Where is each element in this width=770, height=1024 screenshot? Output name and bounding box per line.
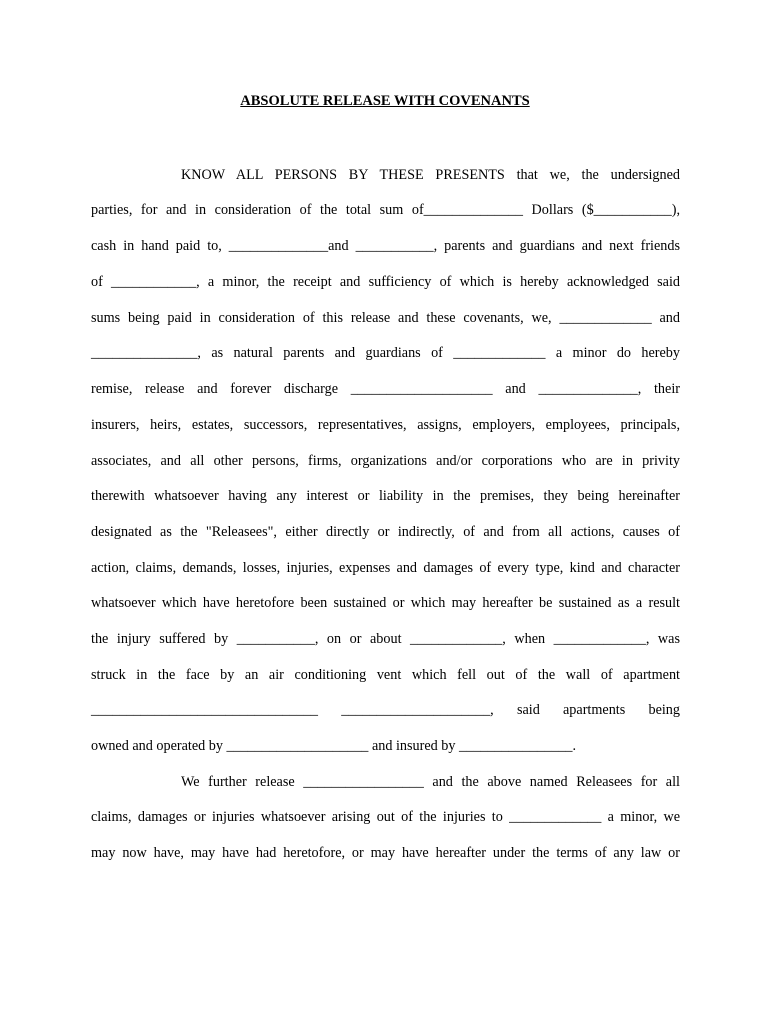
paragraph-line: designated as the "Releasees", either directly or indirectly, of and from all actions, causes of	[91, 524, 680, 540]
paragraph-line: _______________, as natural parents and guardians of _____________ a minor do hereby	[91, 345, 680, 361]
paragraph-line: struck in the face by an air conditioning vent which fell out of the wall of apartment	[91, 667, 680, 683]
paragraph-line: cash in hand paid to, ______________and ___________, parents and guardians and next friends	[91, 238, 680, 254]
paragraph-line: parties, for and in consideration of the total sum of______________ Dollars ($___________),	[91, 202, 680, 218]
paragraph-line: owned and operated by ____________________ and insured by ________________.	[91, 738, 577, 754]
paragraph-line: may now have, may have had heretofore, or may have hereafter under the terms of any law or	[91, 845, 680, 861]
paragraph-line: insurers, heirs, estates, successors, representatives, assigns, employers, employees, principals,	[91, 417, 680, 433]
paragraph-line: remise, release and forever discharge ____________________ and ______________, their	[91, 381, 680, 397]
paragraph-line: action, claims, demands, losses, injuries, expenses and damages of every type, kind and character	[91, 560, 680, 576]
paragraph-line: KNOW ALL PERSONS BY THESE PRESENTS that we, the undersigned	[181, 167, 680, 183]
paragraph-line: of ____________, a minor, the receipt and sufficiency of which is hereby acknowledged said	[91, 274, 680, 290]
paragraph-line: whatsoever which have heretofore been sustained or which may hereafter be sustained as a result	[91, 595, 680, 611]
paragraph-line: claims, damages or injuries whatsoever arising out of the injuries to _____________ a minor, we	[91, 809, 680, 825]
paragraph-line: sums being paid in consideration of this release and these covenants, we, _____________ and	[91, 310, 680, 326]
document-title: ABSOLUTE RELEASE WITH COVENANTS	[240, 93, 530, 109]
paragraph-line: the injury suffered by ___________, on or about _____________, when _____________, was	[91, 631, 680, 647]
paragraph-line: We further release _________________ and the above named Releasees for all	[181, 774, 680, 790]
paragraph-line: associates, and all other persons, firms, organizations and/or corporations who are in privity	[91, 453, 680, 469]
paragraph-line: ________________________________ _____________________, said apartments being	[91, 702, 680, 718]
paragraph-line: therewith whatsoever having any interest or liability in the premises, they being hereinafter	[91, 488, 680, 504]
